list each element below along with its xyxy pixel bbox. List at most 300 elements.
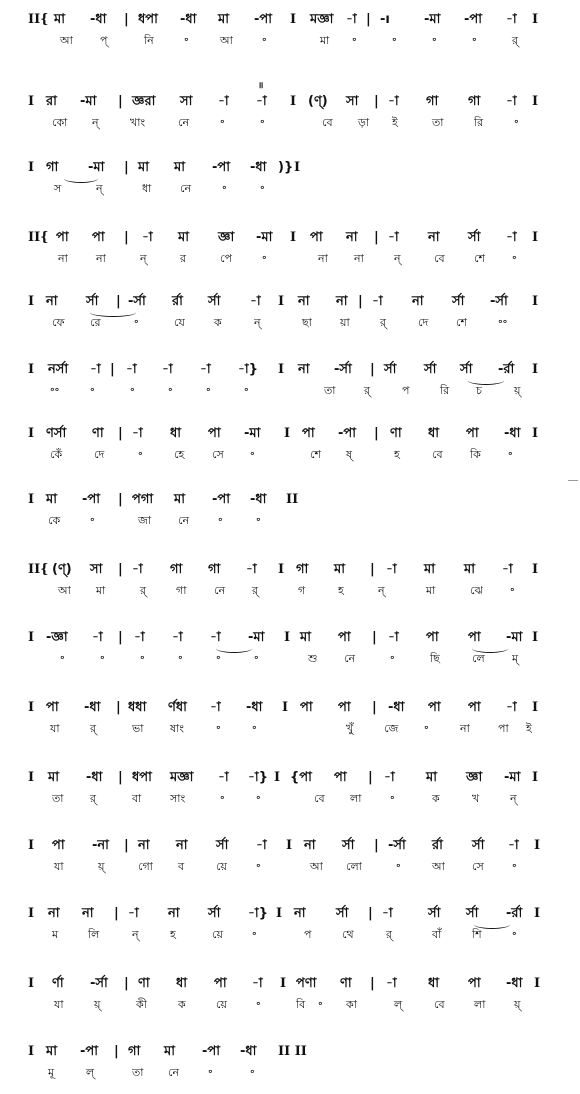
lyric-syllable: শে xyxy=(310,448,321,461)
note: মা xyxy=(464,562,475,577)
note: মা xyxy=(178,230,189,245)
note: -পা xyxy=(82,492,100,507)
bar-line: I xyxy=(282,700,289,715)
lyric-row xyxy=(28,32,548,50)
lyric-row xyxy=(28,314,548,332)
swara-row xyxy=(28,1042,548,1062)
lyric-row xyxy=(28,250,548,268)
bar-line: I xyxy=(532,426,539,441)
note: -া xyxy=(218,94,229,109)
lyric-syllable: সাং xyxy=(170,792,186,805)
lyric-syllable: গ xyxy=(298,584,306,597)
bar-separator: | xyxy=(124,12,129,27)
bar-line: II{ xyxy=(28,230,49,245)
bar-line: I xyxy=(280,976,287,991)
bar-separator: | xyxy=(118,492,123,507)
note: ণা xyxy=(390,426,402,441)
bar-separator: | xyxy=(370,976,375,991)
lyric-syllable: মা xyxy=(426,584,436,597)
note: না xyxy=(298,362,310,377)
note: -া xyxy=(508,838,519,853)
note: পা xyxy=(426,630,439,645)
bar-separator: | xyxy=(370,562,375,577)
lyric-row xyxy=(28,446,548,464)
bar-line: I xyxy=(532,630,539,645)
bar-line: I xyxy=(28,630,35,645)
lyric-syllable: ল্ xyxy=(394,998,403,1011)
note: পা xyxy=(468,630,481,645)
lyric-syllable: ॰ xyxy=(396,860,401,873)
bar-separator: | xyxy=(116,700,121,715)
lyric-syllable: নে xyxy=(168,1066,180,1079)
lyric-syllable: লো xyxy=(346,860,362,873)
bar-separator: | xyxy=(370,362,375,377)
bar-separator: | xyxy=(118,562,123,577)
lyric-syllable: কেঁ xyxy=(50,448,63,461)
lyric-syllable: ড়া xyxy=(358,116,370,129)
lyric-syllable: খাং xyxy=(130,116,146,129)
note: পা xyxy=(310,230,323,245)
lyric-syllable: ॰ xyxy=(514,116,519,129)
lyric-syllable: ॰ xyxy=(352,34,357,47)
lyric-syllable: নি xyxy=(144,34,154,47)
note: -ধা xyxy=(180,12,197,27)
swara-row xyxy=(28,904,548,924)
note: -া xyxy=(132,562,143,577)
note: -া xyxy=(388,230,399,245)
lyric-syllable: ॰ xyxy=(206,384,211,397)
lyric-syllable: ॰ xyxy=(256,998,261,1011)
note: মা xyxy=(426,770,437,785)
bar-line: I xyxy=(290,12,297,27)
lyric-syllable: আ xyxy=(220,34,233,47)
lyric-syllable: র্ xyxy=(364,384,371,397)
note: পা xyxy=(92,230,105,245)
lyric-syllable: ধা xyxy=(142,182,152,195)
lyric-syllable: ॰ xyxy=(392,34,397,47)
bar-line: I xyxy=(532,12,539,27)
note: মা xyxy=(46,492,57,507)
notation-line-8 xyxy=(28,490,548,530)
double-bar-mark: ॥ xyxy=(258,81,264,91)
lyric-syllable: ম্ xyxy=(512,652,519,665)
lyric-syllable: বি xyxy=(296,998,306,1011)
lyric-syllable: নে xyxy=(178,514,190,527)
note: জ্ঞা xyxy=(218,230,235,245)
note: -পা xyxy=(212,160,230,175)
lyric-syllable: নে xyxy=(344,652,356,665)
lyric-syllable: না xyxy=(96,252,106,265)
lyric-syllable: জা xyxy=(138,514,152,527)
lyric-syllable: নে xyxy=(178,116,190,129)
swara-row xyxy=(28,292,548,312)
lyric-syllable: নে xyxy=(180,182,192,195)
note: পা xyxy=(300,700,313,715)
bar-separator: | xyxy=(118,426,123,441)
lyric-syllable: মা xyxy=(96,584,106,597)
lyric-syllable: বা xyxy=(132,792,142,805)
note: -া xyxy=(506,94,517,109)
note: -া xyxy=(372,294,383,309)
bar-separator: | xyxy=(374,230,379,245)
note: -া xyxy=(132,426,143,441)
lyric-syllable: ক xyxy=(432,792,440,805)
lyric-syllable: ফে xyxy=(52,316,65,329)
note: -া xyxy=(218,770,229,785)
lyric-syllable: মূ xyxy=(48,1066,55,1079)
lyric-row xyxy=(28,382,548,400)
lyric-syllable: আ xyxy=(432,860,445,873)
lyric-syllable: য়া xyxy=(340,316,350,329)
note: না xyxy=(298,294,310,309)
lyric-syllable: রে xyxy=(90,316,101,329)
note: না xyxy=(294,906,306,921)
note: -মা xyxy=(506,630,523,645)
notation-line-4 xyxy=(28,228,548,268)
lyric-syllable: কো xyxy=(52,116,68,129)
note: র্সা xyxy=(460,362,473,377)
lyric-syllable: আ xyxy=(310,860,323,873)
swara-row xyxy=(28,10,548,30)
lyric-syllable: না xyxy=(58,252,68,265)
bar-line: I xyxy=(28,362,35,377)
bar-line: II xyxy=(286,492,299,507)
lyric-syllable: ॰ xyxy=(424,722,429,735)
lyric-syllable: ॰ xyxy=(250,448,255,461)
lyric-syllable: ছা xyxy=(302,316,312,329)
note: -া xyxy=(506,12,517,27)
note: -ধা xyxy=(84,700,101,715)
bar-separator: | xyxy=(118,94,123,109)
note: -া xyxy=(134,630,145,645)
lyric-syllable: ম xyxy=(52,928,59,941)
lyric-syllable: সে xyxy=(472,860,484,873)
note: গা xyxy=(468,94,481,109)
bar-separator: | xyxy=(368,770,373,785)
note: -া xyxy=(250,294,261,309)
note: ধা xyxy=(176,976,188,991)
lyric-syllable: ॰ xyxy=(250,1066,255,1079)
lyric-syllable: হ xyxy=(170,928,176,941)
lyric-syllable: ন্ xyxy=(254,316,261,329)
note: সা xyxy=(346,94,359,109)
bar-separator: | xyxy=(374,838,379,853)
lyric-syllable: যা xyxy=(54,998,64,1011)
note: পা xyxy=(56,230,69,245)
lyric-syllable: বে xyxy=(314,792,325,805)
note: -র্সা xyxy=(128,294,146,309)
lyric-syllable: ॰ xyxy=(318,998,323,1011)
lyric-syllable: আ xyxy=(58,584,71,597)
lyric-syllable: নে xyxy=(214,584,226,597)
note: -া xyxy=(506,230,517,245)
lyric-syllable: বাঁ xyxy=(432,928,442,941)
note: পা xyxy=(302,426,315,441)
lyric-row xyxy=(28,650,548,668)
lyric-syllable: বে xyxy=(432,448,443,461)
bar-separator: | xyxy=(116,294,121,309)
notation-line-10 xyxy=(28,628,548,668)
lyric-syllable: ॰ xyxy=(140,652,145,665)
lyric-syllable: লি xyxy=(88,928,100,941)
note: ণা xyxy=(92,426,104,441)
lyric-row xyxy=(28,582,548,600)
note: না xyxy=(176,838,188,853)
lyric-syllable: ॰ xyxy=(472,34,477,47)
notation-line-5 xyxy=(28,292,548,332)
lyric-syllable: প্ xyxy=(100,34,108,47)
note: -মা xyxy=(504,770,521,785)
notation-line-9 xyxy=(28,560,548,600)
lyric-syllable: ॰ xyxy=(60,652,65,665)
lyric-syllable: ॰ xyxy=(216,652,221,665)
lyric-syllable: ন্ xyxy=(510,792,517,805)
note: র্রা xyxy=(172,294,183,309)
bar-line: I xyxy=(28,700,35,715)
swara-row xyxy=(28,560,548,580)
note: ধা xyxy=(428,976,440,991)
notation-line-12 xyxy=(28,768,548,808)
lyric-row xyxy=(28,512,548,530)
note: -া xyxy=(92,630,103,645)
lyric-syllable: ল্ xyxy=(86,1066,95,1079)
bar-line: I xyxy=(534,906,541,921)
lyric-syllable: শে xyxy=(474,252,485,265)
note: -া} xyxy=(248,770,268,785)
note: পগা xyxy=(132,492,154,507)
bar-separator: | xyxy=(368,906,373,921)
notation-line-6 xyxy=(28,360,548,400)
note: -ধা xyxy=(86,770,103,785)
lyric-syllable: দে xyxy=(94,448,105,461)
note: রা xyxy=(46,94,57,109)
lyric-syllable: ॰ xyxy=(512,252,517,265)
note: -মা xyxy=(424,12,441,27)
lyric-syllable: হ xyxy=(338,584,344,597)
bar-separator: | xyxy=(114,906,119,921)
note: -ধা xyxy=(250,160,267,175)
note: না xyxy=(168,906,180,921)
notation-line-2 xyxy=(28,92,548,132)
bar-line: I xyxy=(290,230,297,245)
note: গা xyxy=(128,1044,141,1059)
note: -া xyxy=(256,838,267,853)
bar-line: I xyxy=(532,94,539,109)
bar-line: I xyxy=(28,492,35,507)
note: -ধা xyxy=(506,976,523,991)
bar-separator: | xyxy=(124,160,129,175)
lyric-syllable: ব xyxy=(178,860,185,873)
note: -র্সা xyxy=(490,294,508,309)
lyric-syllable: র্ xyxy=(386,928,393,941)
lyric-syllable: র্ xyxy=(90,792,97,805)
note: -পা xyxy=(254,12,272,27)
lyric-syllable: ॰ xyxy=(254,652,259,665)
note: -মা xyxy=(244,426,261,441)
lyric-syllable: য়্ xyxy=(98,860,105,873)
swara-row xyxy=(28,92,548,112)
note: পা xyxy=(428,700,441,715)
note: মা xyxy=(334,562,345,577)
note: না xyxy=(336,294,348,309)
note: না xyxy=(48,906,60,921)
lyric-syllable: ॰ xyxy=(90,514,95,527)
lyric-syllable: হ xyxy=(394,448,400,461)
lyric-syllable: ই xyxy=(526,722,532,735)
lyric-syllable: কা xyxy=(346,998,357,1011)
notation-line-1 xyxy=(28,10,548,50)
note: ধধা xyxy=(128,700,147,715)
lyric-syllable: শু xyxy=(308,652,318,665)
note: -পা xyxy=(212,492,230,507)
lyric-syllable: ॰ xyxy=(512,860,517,873)
lyric-syllable: দে xyxy=(418,316,429,329)
lyric-syllable: স xyxy=(54,182,62,195)
bar-line: I xyxy=(28,426,35,441)
lyric-syllable: ॰ xyxy=(432,34,437,47)
note: পা xyxy=(468,976,481,991)
bar-separator: | xyxy=(118,630,123,645)
note: র্রা xyxy=(432,838,443,853)
bar-line: I xyxy=(278,362,285,377)
lyric-syllable: ॰ xyxy=(510,584,515,597)
bar-separator: | xyxy=(118,770,123,785)
lyric-syllable: ॰ xyxy=(262,34,267,47)
note: মা xyxy=(424,562,435,577)
bar-separator: | xyxy=(114,1044,119,1059)
note: না xyxy=(412,294,424,309)
notation-line-14 xyxy=(28,904,548,944)
bar-line: I xyxy=(28,770,35,785)
swara-row xyxy=(28,490,548,510)
bar-line: I xyxy=(28,838,35,853)
bar-separator: | xyxy=(366,12,371,27)
lyric-syllable: আ xyxy=(60,34,73,47)
note: র্সা xyxy=(342,838,355,853)
lyric-syllable: ন্ xyxy=(140,252,147,265)
lyric-syllable: লা xyxy=(474,998,486,1011)
bar-line: I xyxy=(28,1044,35,1059)
lyric-syllable: মা xyxy=(320,34,330,47)
note: -া xyxy=(388,630,399,645)
note: না xyxy=(138,838,150,853)
lyric-syllable: ক xyxy=(178,998,186,1011)
note: -া xyxy=(388,94,399,109)
note: মা xyxy=(218,12,229,27)
bar-line: I xyxy=(278,294,285,309)
note: (ণ্) xyxy=(52,562,72,577)
note: -া xyxy=(256,94,267,109)
lyric-syllable: র্ xyxy=(140,584,147,597)
lyric-syllable: য়ে xyxy=(212,928,223,941)
lyric-syllable: তা xyxy=(52,792,64,805)
lyric-syllable: ক xyxy=(214,316,222,329)
lyric-syllable: চ xyxy=(476,384,482,397)
note: -া xyxy=(142,230,153,245)
bar-line: I xyxy=(276,906,283,921)
bar-line: I xyxy=(28,294,35,309)
lyric-syllable: ষাং xyxy=(170,722,184,735)
lyric-syllable: যা xyxy=(50,722,60,735)
notation-line-16 xyxy=(28,1042,548,1082)
note: -র্সা xyxy=(334,362,352,377)
swara-row xyxy=(28,228,548,248)
note: র্সা xyxy=(216,838,229,853)
notation-line-3 xyxy=(28,158,548,198)
bar-line: I xyxy=(28,976,35,991)
lyric-syllable: না xyxy=(318,252,328,265)
bar-line: II{ xyxy=(28,12,49,27)
note: -া xyxy=(386,562,397,577)
note: র্সা xyxy=(466,906,479,921)
note: -মা xyxy=(256,230,273,245)
lyric-syllable: তা xyxy=(324,384,336,397)
bar-separator: | xyxy=(124,838,129,853)
lyric-syllable: ছি xyxy=(430,652,440,665)
lyric-syllable: ॰ xyxy=(390,652,395,665)
lyric-syllable: ভা xyxy=(132,722,144,735)
lyric-row xyxy=(28,790,548,808)
note: -মা xyxy=(248,630,265,645)
note: গা xyxy=(170,562,183,577)
lyric-syllable: না xyxy=(460,722,470,735)
bar-line: I xyxy=(286,838,293,853)
lyric-syllable: শে xyxy=(456,316,467,329)
lyric-syllable: হে xyxy=(174,448,185,461)
lyric-row xyxy=(28,926,548,944)
lyric-syllable: ॰ xyxy=(218,514,223,527)
note: -া xyxy=(90,362,101,377)
lyric-syllable: ॰ xyxy=(256,860,261,873)
lyric-syllable: সে xyxy=(212,448,224,461)
note: -পা xyxy=(202,1044,220,1059)
note: -পা xyxy=(464,12,482,27)
lyric-syllable: র xyxy=(180,252,187,265)
note: পা xyxy=(52,838,65,853)
note: না xyxy=(46,294,58,309)
note: মা xyxy=(46,1044,57,1059)
bar-line: II II xyxy=(278,1044,307,1059)
lyric-syllable: র্ xyxy=(512,34,519,47)
note: র্সা xyxy=(472,838,485,853)
lyric-syllable: ষ্ xyxy=(346,448,353,461)
note: -ধা xyxy=(240,1044,257,1059)
note: -া xyxy=(172,630,183,645)
lyric-syllable: রি xyxy=(440,384,450,397)
lyric-syllable: র্ xyxy=(380,316,387,329)
lyric-syllable: ঝে xyxy=(470,584,483,597)
note: র্সা xyxy=(208,906,221,921)
note: মা xyxy=(300,630,311,645)
note: -া xyxy=(128,906,139,921)
lyric-syllable: ॰ xyxy=(90,384,95,397)
lyric-syllable: ॰ xyxy=(220,792,225,805)
note: সা xyxy=(90,562,103,577)
lyric-syllable: ন্ xyxy=(132,928,139,941)
lyric-syllable: পে xyxy=(220,252,232,265)
note: র্সা xyxy=(468,230,481,245)
bar-separator: | xyxy=(372,700,377,715)
bar-line: II{ xyxy=(28,562,49,577)
note: -া xyxy=(346,12,357,27)
note: -ধা xyxy=(90,12,107,27)
note: মা xyxy=(174,160,185,175)
lyric-syllable: রি xyxy=(474,116,484,129)
lyric-syllable: ॰ xyxy=(100,652,105,665)
note: না xyxy=(346,230,358,245)
swara-row xyxy=(28,836,548,856)
lyric-syllable: ॰ xyxy=(260,116,265,129)
